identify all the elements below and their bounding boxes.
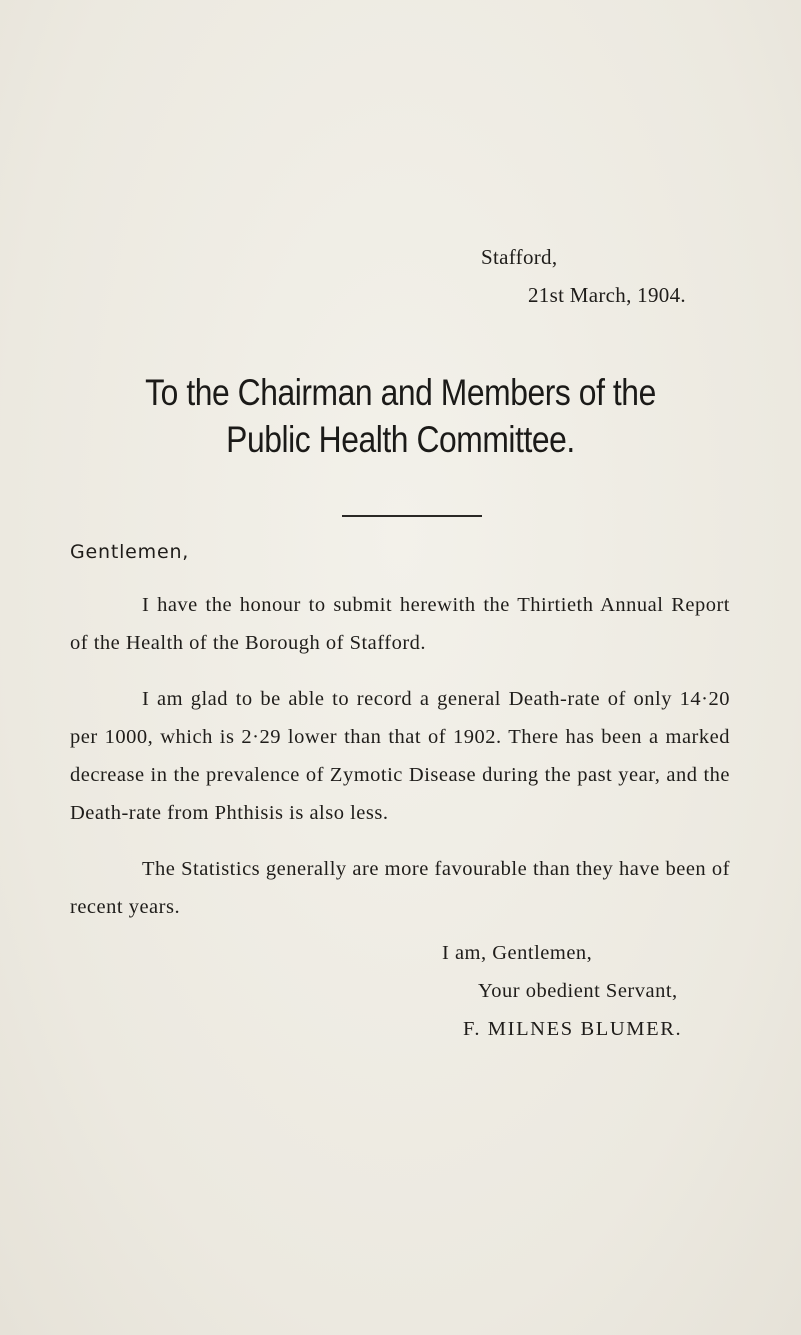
paragraph-1: I have the honour to submit herewith the Thirtieth Annual Report of the Health of the Borough of Stafford. xyxy=(70,594,730,654)
paragraph-2: I am glad to be able to record a general Death-rate of only 14·20 per 1000, which is 2·29 lower than that of 1902. There has been a marked decrease in the prevalence of Zymotic Disease during the past year, and the Death-rate from Phthisis is also less. xyxy=(70,688,730,824)
paragraph-3: The Statistics generally are more favourable than they have been of recent years. xyxy=(70,858,730,918)
addressee-line-2: Public Health Committee. xyxy=(226,419,575,460)
closing-line-2: Your obedient Servant, xyxy=(478,980,678,1002)
salutation: Gentlemen, xyxy=(70,541,190,563)
closing-line-1: I am, Gentlemen, xyxy=(442,942,593,964)
addressee-line-1: To the Chairman and Members of the xyxy=(145,372,656,413)
letter-date: 21st March, 1904. xyxy=(528,283,686,307)
signature: F. MILNES BLUMER. xyxy=(463,1018,683,1040)
letter-place: Stafford, xyxy=(481,245,558,269)
divider-rule xyxy=(342,515,482,517)
